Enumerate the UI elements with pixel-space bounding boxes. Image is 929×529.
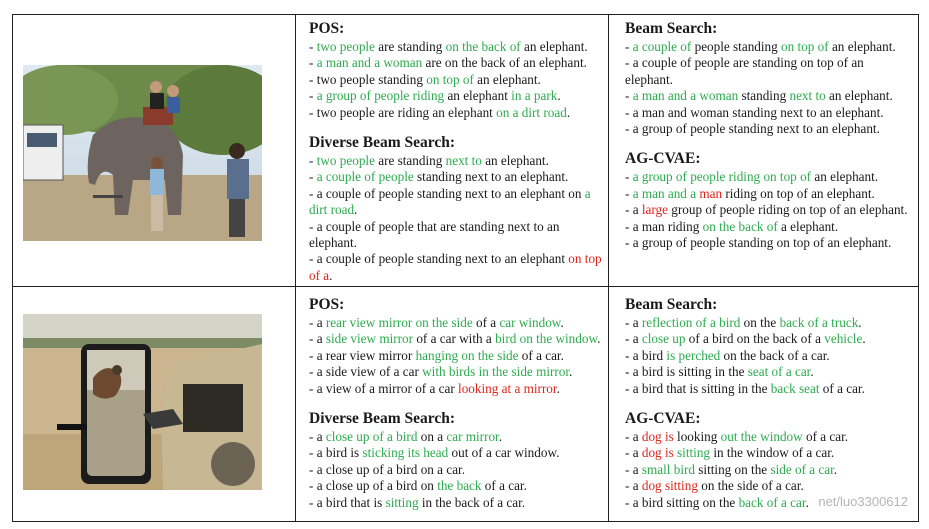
caption-line: - a view of a mirror of a car looking at a mirror. [309, 380, 560, 396]
caption-line: - a bird sitting on the back of a car. [625, 494, 809, 510]
highlight-red: large [641, 202, 668, 218]
caption-text: a bird that is sitting in the [632, 380, 771, 396]
highlight-green: small bird [641, 461, 695, 477]
caption-text: a rear view mirror [316, 347, 416, 363]
highlight-green: seat of a car [747, 364, 811, 380]
caption-line: - a close up of a bird on the back of a car. [309, 478, 527, 494]
caption-text: two people are riding an elephant [316, 104, 497, 120]
highlight-green: out the window [720, 429, 803, 445]
caption-text: . [354, 202, 358, 218]
caption-text: a bird sitting on the [632, 494, 739, 510]
caption-text: a couple of people standing next to an elephant on [316, 185, 585, 201]
caption-line: - a man riding on the back of a elephant. [625, 218, 839, 234]
caption-text: a bird that is [316, 494, 386, 510]
caption-text: standing next to an elephant. [413, 169, 569, 185]
caption-text: of a car. [819, 380, 865, 396]
caption-text: a [632, 202, 642, 218]
caption-line: - a close up of a bird on a car mirror. [309, 429, 503, 445]
highlight-green: back seat [770, 380, 820, 396]
caption-text: an elephant. [811, 169, 879, 185]
caption-text: an elephant [444, 88, 512, 104]
caption-text: . [560, 315, 564, 330]
caption-text: an elephant. [520, 39, 588, 54]
caption-text: two people standing [316, 71, 427, 87]
highlight-green: is perched [666, 347, 721, 363]
method-heading: POS: [309, 20, 345, 37]
highlight-green: close up [641, 331, 686, 347]
caption-text: a bird is [316, 445, 363, 461]
caption-text: standing [738, 88, 790, 104]
caption-text: of a car with a [413, 331, 496, 347]
highlight-green: sticking its head [362, 445, 449, 461]
method-heading: Beam Search: [625, 20, 718, 37]
highlight-green: two people [316, 39, 375, 54]
caption-text: group of people riding on top of an elephant. [667, 202, 908, 218]
highlight-green: hanging on the side [415, 347, 519, 363]
caption-line: - a large group of people riding on top of an elephant. [625, 202, 908, 218]
caption-text: a man riding [632, 218, 703, 234]
caption-text: a bird is sitting in the [632, 364, 748, 380]
caption-line: - two people are riding an elephant on a dirt road. [309, 104, 571, 120]
caption-text: a [632, 445, 642, 461]
caption-text: . [569, 364, 573, 380]
caption-text: a close up of a bird on [316, 478, 438, 494]
caption-line: - a reflection of a bird on the back of a truck. [625, 315, 862, 330]
column-divider [295, 15, 296, 521]
highlight-green: with birds in the side mirror [422, 364, 570, 380]
caption-text: of a [472, 315, 500, 330]
row1-bs-agcvae-cell [625, 19, 915, 285]
highlight-red: dog sitting [641, 478, 698, 494]
highlight-green: a couple of people [316, 169, 414, 185]
elephant-photo [23, 65, 262, 241]
caption-line: - a dog is looking out the window of a car. [625, 429, 849, 445]
caption-text: a [632, 429, 642, 445]
caption-line: - a dog sitting on the side of a car. [625, 478, 804, 494]
row2-pos-dbs-cell [309, 295, 604, 521]
caption-text: an elephant. [473, 71, 541, 87]
car-mirror-bird-photo [23, 314, 262, 490]
caption-text: of a bird on the back of a [685, 331, 825, 347]
caption-text: a close up of a bird on a car. [316, 461, 466, 477]
caption-text: . [810, 364, 814, 380]
caption-text: out of a car window. [448, 445, 560, 461]
highlight-green: back of a car [738, 494, 806, 510]
highlight-green: next to [445, 153, 482, 169]
caption-text: on the back of a car. [720, 347, 830, 363]
caption-text: a [632, 461, 642, 477]
caption-text: a elephant. [777, 218, 839, 234]
highlight-green: a group of people riding [316, 88, 445, 104]
highlight-red: looking at a mirror [458, 380, 557, 396]
caption-line: - a close up of a bird on the back of a vehicle. [625, 331, 866, 347]
caption-line: - a couple of people standing next to an elephant on top of a. [309, 251, 602, 283]
caption-text: . [597, 331, 601, 347]
caption-line: - a small bird sitting on the side of a car. [625, 461, 838, 477]
caption-line: - a man and a woman standing next to an elephant. [625, 88, 893, 104]
caption-text: in the back of a car. [418, 494, 526, 510]
caption-text: riding on top of an elephant. [722, 185, 875, 201]
caption-line: - a bird is perched on the back of a car. [625, 347, 830, 363]
caption-text: a view of a mirror of a car [316, 380, 459, 396]
highlight-red: dog is [641, 429, 674, 445]
highlight-green: on top of [781, 39, 829, 54]
caption-line: - a man and a man riding on top of an elephant. [625, 185, 875, 201]
watermark: net/luo3300612 [818, 494, 908, 509]
caption-line: - a group of people standing on top of an elephant. [625, 235, 892, 251]
method-heading: Diverse Beam Search: [309, 134, 456, 152]
caption-line: - a man and woman standing next to an elephant. [625, 104, 884, 120]
highlight-green: a dirt road [309, 185, 591, 218]
caption-text: a couple of people that are standing next to an elephant. [309, 218, 560, 251]
method-heading: AG-CVAE: [625, 410, 701, 428]
highlight-green: car window [499, 315, 561, 330]
row1-pos-dbs-cell [309, 19, 604, 285]
method-heading: AG-CVAE: [625, 150, 701, 168]
caption-line: - a bird is sitting in the seat of a car. [625, 364, 814, 380]
method-heading: Beam Search: [625, 296, 718, 313]
caption-line: - a couple of people that are standing next to an elephant. [309, 218, 560, 251]
highlight-green: in a park [511, 88, 558, 104]
highlight-green: a man and a [632, 185, 700, 201]
highlight-green: vehicle [824, 331, 863, 347]
caption-text: in the window of a car. [710, 445, 835, 461]
caption-text: an elephant. [481, 153, 549, 169]
highlight-green: a man and a woman [316, 55, 423, 71]
caption-line: - a group of people riding on top of an elephant. [625, 169, 879, 185]
method-heading: Diverse Beam Search: [309, 410, 456, 428]
caption-text: a couple of people standing next to an elephant [316, 251, 569, 267]
caption-text: . [329, 267, 333, 283]
caption-line: - a dog is sitting in the window of a car. [625, 445, 835, 461]
caption-line: - a rear view mirror hanging on the side of a car. [309, 347, 564, 363]
highlight-green: side view mirror [325, 331, 414, 347]
caption-text: people standing [691, 39, 782, 54]
caption-text: a [316, 331, 326, 347]
highlight-green: rear view mirror on the side [325, 315, 473, 330]
method-heading: POS: [309, 296, 345, 313]
row2-bs-agcvae-cell [625, 295, 915, 521]
highlight-red: man [699, 185, 723, 201]
highlight-green: on a dirt road [496, 104, 567, 120]
highlight-green: on the back of [702, 218, 778, 234]
caption-text: of a car. [481, 478, 527, 494]
highlight-green: a group of people riding on top of [632, 169, 812, 185]
highlight-green: sitting [385, 494, 419, 510]
highlight-green: two people [316, 153, 375, 169]
caption-text: . [566, 104, 571, 120]
caption-text: a couple of people are standing on top of an elephant. [625, 55, 864, 87]
caption-text: an elephant. [825, 88, 893, 104]
caption-line: - a bird that is sitting in the back of a car. [309, 494, 526, 510]
caption-text: sitting on the [694, 461, 771, 477]
caption-text: . [805, 494, 809, 510]
highlight-red: dog is [641, 445, 674, 461]
caption-text: . [833, 461, 838, 477]
caption-line: - two people are standing next to an elephant. [309, 153, 549, 169]
caption-text: looking [673, 429, 721, 445]
caption-line: - a side view mirror of a car with a bird on the window. [309, 331, 601, 347]
caption-text: a [632, 478, 642, 494]
caption-line: - a group of people standing next to an elephant. [625, 121, 880, 137]
highlight-green: a man and a woman [632, 88, 739, 104]
caption-text: a side view of a car [316, 364, 423, 380]
highlight-green: car mirror [446, 429, 499, 445]
caption-line: - two people standing on top of an elephant. [309, 71, 541, 87]
caption-text: . [557, 88, 561, 104]
caption-line: - a couple of people standing next to an elephant on a dirt road. [309, 185, 591, 218]
caption-text: an elephant. [828, 39, 896, 54]
caption-text: of a car. [518, 347, 564, 363]
caption-text: are standing [374, 39, 446, 54]
caption-text: a [316, 429, 326, 445]
caption-line: - a group of people riding an elephant in a park. [309, 88, 561, 104]
highlight-green: the back [437, 478, 482, 494]
caption-line: - a close up of a bird on a car. [309, 461, 466, 477]
caption-text: on the side of a car. [697, 478, 804, 494]
row-divider [13, 286, 918, 287]
caption-text: a man and woman standing next to an elephant. [632, 104, 884, 120]
caption-text: a [316, 315, 326, 330]
highlight-green: bird on the window [495, 331, 598, 347]
highlight-green: reflection of a bird [641, 315, 741, 330]
caption-text: of a car. [802, 429, 849, 445]
caption-text: are standing [374, 153, 446, 169]
caption-line: - two people are standing on the back of an elephant. [309, 39, 588, 54]
caption-text: . [858, 315, 862, 330]
caption-text: on the [740, 315, 780, 330]
caption-text: a group of people standing next to an elephant. [632, 121, 880, 137]
caption-line: - a bird that is sitting in the back seat of a car. [625, 380, 865, 396]
caption-text: a [632, 315, 642, 330]
caption-line: - a side view of a car with birds in the side mirror. [309, 364, 573, 380]
highlight-red: on top of a [309, 251, 602, 283]
caption-line: - a man and a woman are on the back of an elephant. [309, 55, 587, 71]
highlight-green: next to [789, 88, 826, 104]
column-divider [608, 15, 609, 521]
caption-line: - a rear view mirror on the side of a car window. [309, 315, 564, 330]
highlight-green: a couple of [632, 39, 692, 54]
highlight-green: back of a truck [779, 315, 859, 330]
highlight-green: side of a car [770, 461, 834, 477]
caption-text: a bird [632, 347, 667, 363]
caption-text: . [556, 380, 560, 396]
caption-line: - a couple of people are standing on top of an elephant. [625, 55, 864, 87]
caption-line: - a couple of people standing on top of an elephant. [625, 39, 896, 54]
caption-text: . [862, 331, 866, 347]
caption-text: a [632, 331, 642, 347]
caption-line: - a bird is sticking its head out of a car window. [309, 445, 560, 461]
highlight-green: on the back of [445, 39, 521, 54]
caption-text: on a [417, 429, 447, 445]
caption-line: - a couple of people standing next to an elephant. [309, 169, 569, 185]
caption-text: are on the back of an elephant. [422, 55, 587, 71]
highlight-green: close up of a bird [325, 429, 418, 445]
caption-text: a group of people standing on top of an elephant. [632, 235, 892, 251]
figure-table [12, 14, 919, 522]
caption-text: . [498, 429, 503, 445]
highlight-green: on top of [426, 71, 474, 87]
highlight-green: sitting [673, 445, 711, 461]
